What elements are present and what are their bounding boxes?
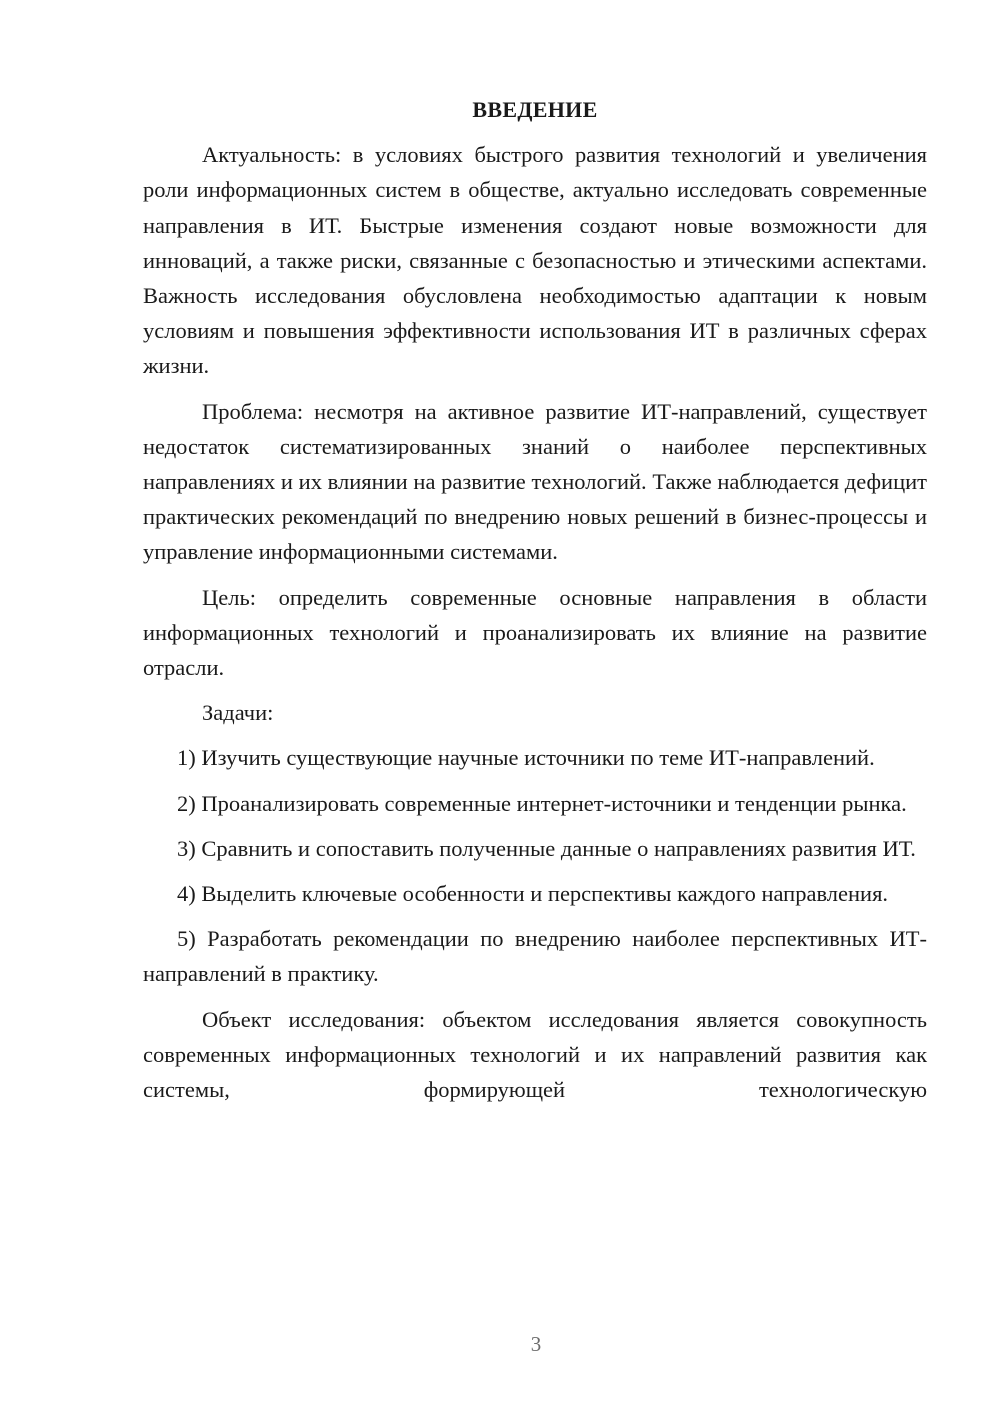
task-item-5: 5) Разработать рекомендации по внедрению наиболее перспективных ИТ-направлений в практику. (143, 926, 927, 987)
task-item-1: 1) Изучить существующие научные источники по теме ИТ-направлений. (177, 745, 875, 771)
tasks-label: Задачи: (202, 700, 274, 726)
object-paragraph: Объект исследования: объектом исследования является совокупность современных информационных технологий и их направлений развития как системы, формирующей технологическую (143, 1006, 927, 1103)
problem-paragraph: Проблема: несмотря на активное развитие ИТ-направлений, существует недостаток систематизированных знаний о наиболее перспективных направлениях и их влиянии на развитие технологий. Также наблюдается дефицит практических рекомендаций по внедрению новых решений в бизнес-процессы и управление информационными системами. (143, 398, 927, 565)
task-item-2: 2) Проанализировать современные интернет-источники и тенденции рынка. (177, 790, 907, 816)
page-body (143, 92, 927, 1107)
task-item-4: 4) Выделить ключевые особенности и перспективы каждого направления. (177, 881, 889, 907)
task-item-3: 3) Сравнить и сопоставить полученные данные о направлениях развития ИТ. (177, 835, 916, 861)
section-heading: ВВЕДЕНИЕ (472, 97, 598, 122)
relevance-paragraph: Актуальность: в условиях быстрого развития технологий и увеличения роли информационных систем в обществе, актуально исследовать современные направления в ИТ. Быстрые изменения создают новые возможности для инноваций, а также риски, связанные с безопасностью и этическими аспектами. Важность исследования обусловлена необходимостью адаптации к новым условиям и повышения эффективности использования ИТ в различных сферах жизни. (143, 142, 927, 379)
goal-paragraph: Цель: определить современные основные направления в области информационных технологий и проанализировать их влияние на развитие отрасли. (143, 584, 927, 681)
page-number: 3 (530, 1332, 542, 1356)
